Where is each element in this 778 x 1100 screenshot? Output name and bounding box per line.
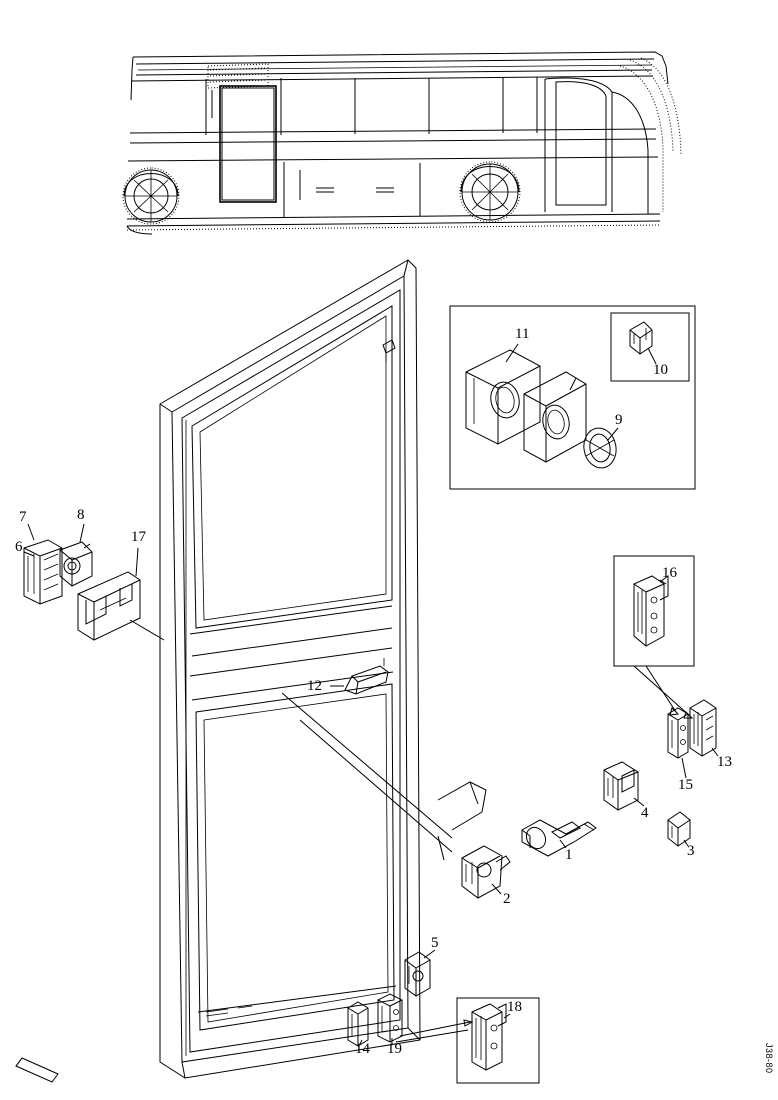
part-19-block <box>378 994 402 1042</box>
orientation-arrow <box>16 1058 58 1082</box>
callout-14: 14 <box>355 1041 370 1057</box>
part-3-clip <box>668 812 690 846</box>
callout-5: 5 <box>431 935 439 951</box>
callout-9: 9 <box>615 412 623 428</box>
figure-code: J38-80 <box>764 1043 774 1074</box>
callout-15: 15 <box>678 777 693 793</box>
upper-right-inset-box <box>450 306 695 489</box>
callout-12: 12 <box>307 678 322 694</box>
callout-3: 3 <box>687 843 695 859</box>
part-18-plate <box>472 1004 506 1070</box>
callout-10: 10 <box>653 362 668 378</box>
part-16-hinge <box>634 576 668 646</box>
part-1-rod <box>522 820 596 856</box>
part-14-block <box>348 1002 368 1046</box>
callout-4: 4 <box>641 805 649 821</box>
part-17-channel <box>78 572 140 640</box>
callout-6: 6 <box>15 539 23 555</box>
part-13-receiver <box>690 700 716 756</box>
part-8-roller <box>60 542 92 586</box>
callout-7: 7 <box>19 509 27 525</box>
callout-1: 1 <box>565 847 573 863</box>
part-8-plate <box>524 372 586 462</box>
door-frame <box>160 260 420 1078</box>
part-9-ring <box>581 426 619 471</box>
callout-18: 18 <box>507 999 522 1015</box>
right-hardware-group <box>614 556 718 778</box>
callout-13: 13 <box>717 754 732 770</box>
callout-16: 16 <box>662 565 677 581</box>
part-6-7-bracket <box>24 540 62 604</box>
callout-19: 19 <box>387 1041 402 1057</box>
bus-side-view <box>123 52 681 234</box>
part-4-striker <box>604 762 638 810</box>
callout-11: 11 <box>515 326 530 342</box>
callout-2: 2 <box>503 891 511 907</box>
callout-8: 8 <box>77 507 85 523</box>
center-lock-linkage <box>282 693 690 996</box>
callout-17: 17 <box>131 529 146 545</box>
part-5-bracket <box>405 952 430 996</box>
